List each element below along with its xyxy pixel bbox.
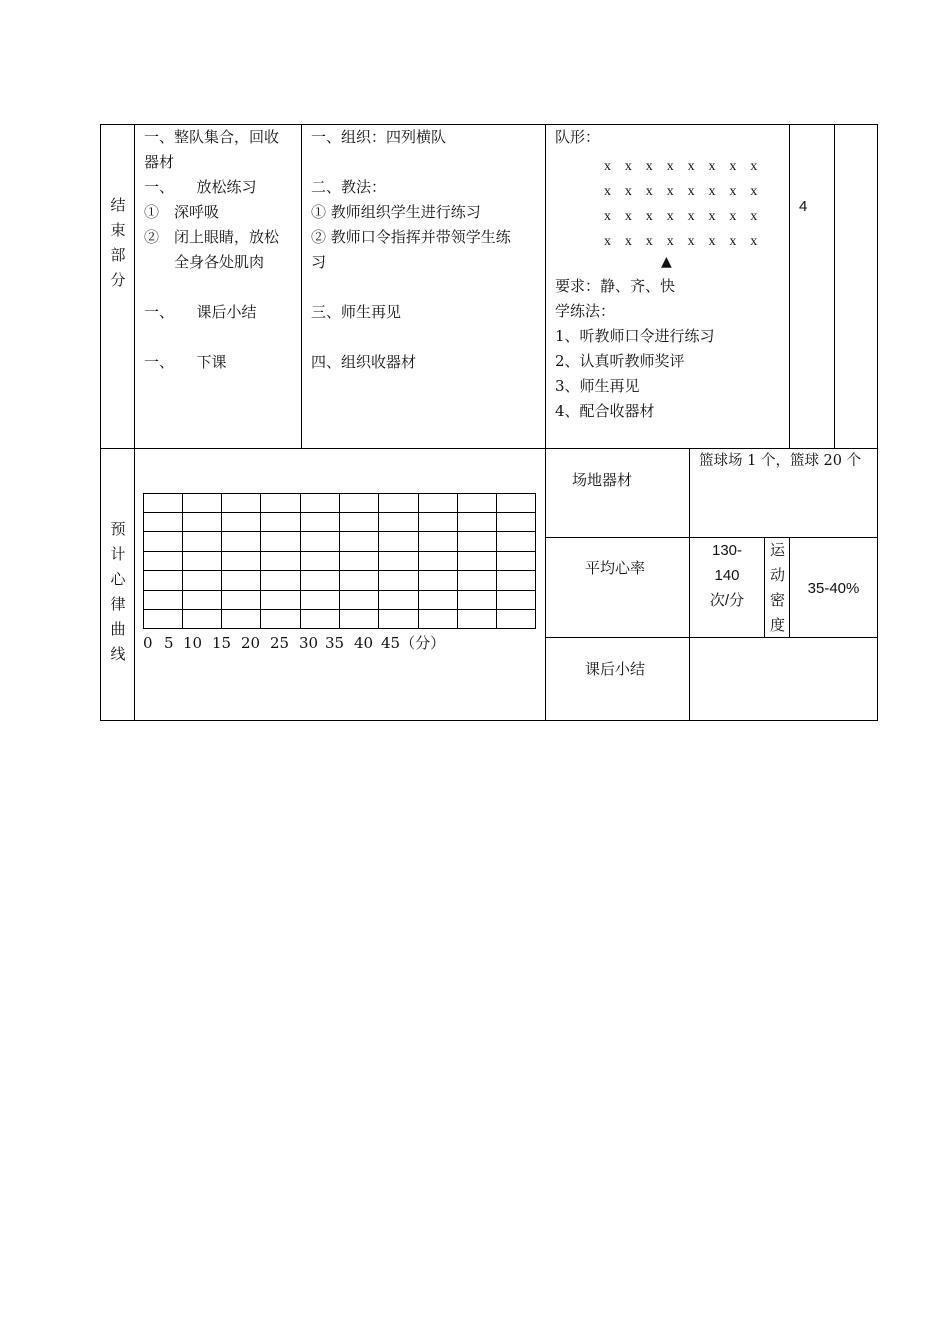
density-value: 35-40%	[807, 580, 860, 597]
axis-tick: 30	[299, 634, 319, 652]
teacher-marker-icon: ▲	[661, 254, 672, 270]
ending-organization: 一、组织：四列横队 二、教法： ① 教师组织学生进行练习 ② 教师口令指挥并带领学生练 习 三、师生再见 四、组织收器材	[311, 128, 511, 371]
axis-tick: 15	[212, 634, 232, 652]
avg-heart-rate-value: 130- 140 次/分	[709, 542, 745, 609]
summary-value	[699, 657, 704, 682]
formation-row: x x x x x x x x	[604, 159, 763, 174]
ending-time: 4	[799, 198, 808, 215]
study-item: 4、配合收器材	[555, 402, 655, 420]
formation-row: x x x x x x x x	[604, 234, 763, 249]
axis-tick: 5	[164, 634, 174, 652]
study-item: 3、师生再见	[555, 377, 640, 395]
summary-label: 课后小结	[585, 660, 646, 678]
axis-tick: 25	[270, 634, 290, 652]
formation-notes	[555, 274, 715, 424]
axis-tick: 35	[325, 634, 345, 652]
formation-row: x x x x x x x x	[604, 184, 763, 199]
heart-section-label: 预 计 心 律 曲 线	[110, 520, 126, 663]
axis-tick: 40	[354, 634, 374, 652]
study-item: 1、听教师口令进行练习	[555, 327, 715, 345]
formation-title: 队形：	[555, 128, 601, 146]
avg-heart-rate-label: 平均心率	[585, 559, 646, 577]
axis-tick: 20	[241, 634, 261, 652]
study-title: 学练法：	[555, 302, 616, 320]
axis-tick: 45（分）	[381, 634, 446, 652]
formation-row: x x x x x x x x	[604, 209, 763, 224]
ending-content: 一、整队集合，回收 器材 一、 放松练习 ① 深呼吸 ② 闭上眼睛，放松 全身各处肌肉 一、 课后小结 一、 下课	[144, 128, 280, 371]
heart-rate-grid	[143, 493, 536, 629]
formation-diagram	[604, 154, 763, 254]
grid-axis-labels	[143, 632, 445, 653]
study-item: 2、认真听教师奖评	[555, 352, 685, 370]
axis-tick: 0	[143, 634, 153, 652]
ending-section-label: 结 束 部 分	[110, 196, 126, 289]
requirement-text: 要求：静、齐、快	[555, 277, 676, 295]
venue-label: 场地器材	[572, 471, 633, 489]
axis-tick: 10	[183, 634, 203, 652]
density-label: 运 动 密 度	[769, 541, 785, 634]
venue-value: 篮球场 1 个，篮球 20 个	[699, 453, 862, 469]
